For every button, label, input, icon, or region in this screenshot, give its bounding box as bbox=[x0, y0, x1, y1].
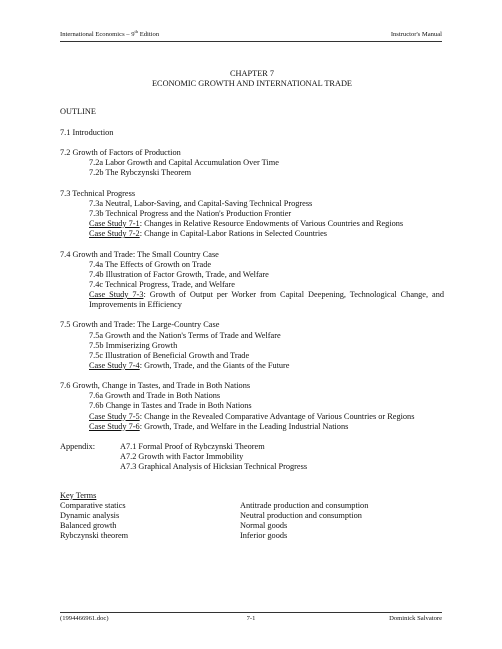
key-term: Comparative statics bbox=[60, 500, 126, 510]
case-study-item bbox=[60, 290, 444, 310]
case-study-label: Case Study 7-5 bbox=[89, 411, 140, 421]
subsection-item: 7.2b The Rybczynski Theorem bbox=[89, 168, 192, 178]
header-right: Instructor's Manual bbox=[390, 31, 442, 38]
key-term: Normal goods bbox=[240, 520, 288, 530]
header-left bbox=[60, 28, 160, 38]
case-study-title: : Change in the Revealed Comparative Advantage of Various Countries or Regions bbox=[139, 411, 415, 421]
appendix bbox=[60, 442, 444, 472]
appendix-items bbox=[120, 442, 444, 472]
case-study-title: : Growth, Trade, and the Giants of the Future bbox=[139, 360, 290, 370]
case-study-label: Case Study 7-4 bbox=[89, 360, 140, 370]
chapter-outline bbox=[60, 69, 444, 541]
subsection-item: 7.4c Technical Progress, Trade, and Welfare bbox=[89, 279, 235, 289]
case-study-item bbox=[60, 422, 444, 432]
case-study-title: : Growth, Trade, and Welfare in the Leading Industrial Nations bbox=[139, 421, 349, 431]
outline-heading: OUTLINE bbox=[60, 107, 96, 117]
key-term: Balanced growth bbox=[60, 520, 117, 530]
section-title: 7.6 Growth, Change in Tastes, and Trade in Both Nations bbox=[60, 381, 251, 391]
case-study-title: : Change in Capital-Labor Rations in Selected Countries bbox=[139, 229, 328, 239]
appendix-label: Appendix: bbox=[60, 442, 96, 451]
section-title: 7.4 Growth and Trade: The Small Country Case bbox=[60, 249, 219, 259]
section-title: 7.2 Growth of Factors of Production bbox=[60, 148, 181, 158]
case-study-item bbox=[60, 219, 444, 229]
key-terms-heading: Key Terms bbox=[60, 490, 97, 500]
subsection-item: 7.3b Technical Progress and the Nation's Production Frontier bbox=[89, 209, 292, 219]
key-terms-col2 bbox=[240, 501, 368, 541]
case-study-label: Case Study 7-3 bbox=[89, 289, 144, 299]
footer-left: (1994466961.doc) bbox=[60, 615, 109, 622]
key-terms-col1 bbox=[60, 501, 240, 541]
key-terms bbox=[60, 501, 444, 541]
case-study-label: Case Study 7-2 bbox=[89, 229, 140, 239]
section-title: 7.5 Growth and Trade: The Large-Country Case bbox=[60, 320, 220, 330]
running-header bbox=[60, 29, 442, 42]
case-study-item bbox=[60, 229, 444, 239]
section-title: 7.3 Technical Progress bbox=[60, 188, 136, 198]
header-book-title: International Economics – 9 bbox=[60, 31, 135, 38]
subsection-item: 7.2a Labor Growth and Capital Accumulation Over Time bbox=[89, 158, 279, 168]
case-study-title: : Growth of Output per Worker from Capital Deepening, Technological Change, and Improvements in Efficiency bbox=[89, 289, 445, 310]
subsection-item: 7.6a Growth and Trade in Both Nations bbox=[89, 391, 221, 401]
chapter-title: ECONOMIC GROWTH AND INTERNATIONAL TRADE bbox=[151, 79, 353, 89]
running-footer bbox=[60, 612, 442, 625]
subsection-item: 7.6b Change in Tastes and Trade in Both Nations bbox=[89, 401, 252, 411]
page-number: 7-1 bbox=[246, 615, 256, 622]
key-term: Inferior goods bbox=[240, 530, 288, 540]
appendix-item: A7.1 Formal Proof of Rybczynski Theorem bbox=[120, 442, 265, 451]
case-study-item bbox=[60, 412, 444, 422]
header-edition: Edition bbox=[138, 31, 160, 38]
key-term: Antitrade production and consumption bbox=[240, 500, 369, 510]
case-study-label: Case Study 7-6 bbox=[89, 421, 140, 431]
section-title: 7.1 Introduction bbox=[60, 127, 114, 137]
subsection-item: 7.5a Growth and the Nation's Terms of Trade and Welfare bbox=[89, 330, 281, 340]
subsection-item: 7.5c Illustration of Beneficial Growth and Trade bbox=[89, 350, 250, 360]
case-study-title: : Changes in Relative Resource Endowments of Various Countries and Regions bbox=[139, 219, 404, 229]
key-term: Dynamic analysis bbox=[60, 510, 120, 520]
outline-sections bbox=[60, 128, 444, 432]
subsection-item: 7.5b Immiserizing Growth bbox=[89, 340, 178, 350]
case-study-item bbox=[60, 361, 444, 371]
case-study-label: Case Study 7-1 bbox=[89, 219, 140, 229]
subsection-item: 7.3a Neutral, Labor-Saving, and Capital-Saving Technical Progress bbox=[89, 198, 313, 208]
subsection-item: 7.4b Illustration of Factor Growth, Trade, and Welfare bbox=[89, 269, 269, 279]
appendix-item: A7.3 Graphical Analysis of Hicksian Technical Progress bbox=[120, 462, 308, 472]
key-term: Neutral production and consumption bbox=[240, 510, 362, 520]
header-edition-sup: th bbox=[134, 28, 139, 34]
appendix-item: A7.2 Growth with Factor Immobility bbox=[120, 452, 244, 462]
footer-right: Dominick Salvatore bbox=[389, 615, 442, 622]
chapter-number: CHAPTER 7 bbox=[229, 69, 275, 78]
key-term: Rybczynski theorem bbox=[60, 530, 129, 540]
subsection-item: 7.4a The Effects of Growth on Trade bbox=[89, 259, 212, 269]
